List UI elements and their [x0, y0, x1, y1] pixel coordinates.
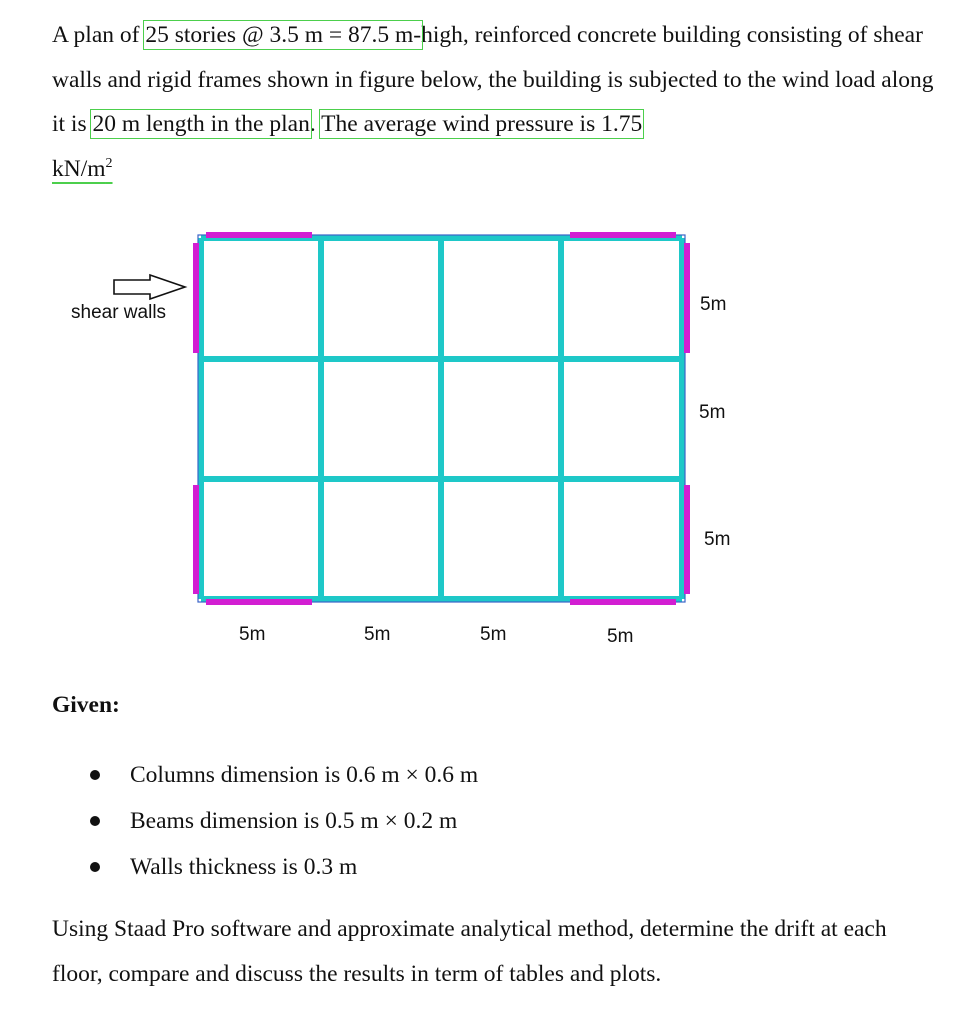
dim-vertical-2: 5m: [699, 402, 726, 423]
shear-wall-top-right: [570, 232, 676, 238]
shear-wall-bottom-right: [570, 599, 676, 605]
shear-wall-left-top: [193, 243, 199, 353]
building-plan-figure: [0, 220, 975, 660]
dim-vertical-1: 5m: [700, 294, 727, 315]
problem-statement: [52, 13, 942, 191]
dim-horizontal-2: 5m: [364, 624, 391, 645]
highlight-stories: 25 stories @ 3.5 m = 87.5 m-: [145, 22, 422, 48]
bullet-icon: [90, 770, 100, 780]
unit-exponent: 2: [105, 155, 113, 171]
task-statement: Using Staad Pro software and approximate analytical method, determine the drift at each floor, compare and discuss the results in term of tables and plots.: [52, 916, 887, 987]
dim-horizontal-1: 5m: [239, 624, 266, 645]
highlight-pressure: The average wind pressure is 1.75: [321, 111, 643, 137]
shear-wall-top-left: [206, 232, 312, 238]
problem-text-3: .: [309, 111, 322, 137]
list-item: [88, 752, 478, 798]
frame-grid: [201, 238, 682, 599]
bullet-icon: [90, 862, 100, 872]
shear-wall-left-bottom: [193, 485, 199, 594]
dim-vertical-3: 5m: [704, 529, 731, 550]
given-walls: Walls thickness is 0.3 m: [130, 853, 358, 880]
given-columns: Columns dimension is 0.6 m × 0.6 m: [130, 761, 479, 788]
problem-text-1: A plan of: [52, 22, 146, 48]
unit-base: kN/m: [52, 155, 106, 182]
bullet-icon: [90, 816, 100, 826]
shear-wall-bottom-left: [206, 599, 312, 605]
unit-kn-m2: [52, 156, 113, 182]
shear-wall-right-top: [684, 243, 690, 353]
given-list: [88, 752, 478, 890]
list-item: [88, 844, 478, 890]
dim-horizontal-3: 5m: [480, 624, 507, 645]
list-item: [88, 798, 478, 844]
given-heading: Given:: [52, 692, 120, 718]
wind-arrow-icon: [114, 275, 185, 299]
problem-text-2: high, reinforced concrete building consisting of shear walls and rigid frames shown in figure below, the building is subjected to the wind load along it is: [52, 22, 934, 137]
dim-horizontal-4: 5m: [607, 626, 634, 647]
shear-wall-right-bottom: [684, 485, 690, 594]
highlight-length: 20 m length in the plan: [92, 111, 310, 137]
shear-walls-label: shear walls: [71, 302, 167, 323]
given-beams: Beams dimension is 0.5 m × 0.2 m: [130, 807, 458, 834]
